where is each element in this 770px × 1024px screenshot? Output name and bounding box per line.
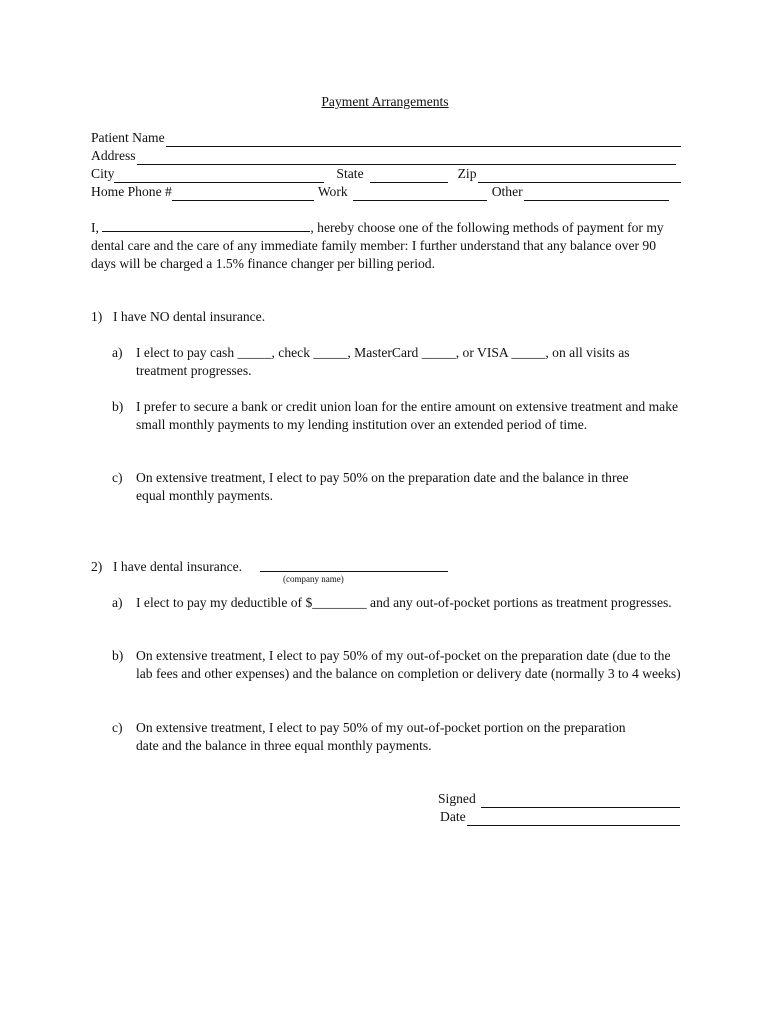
state-field[interactable] xyxy=(370,169,448,183)
state-label: State xyxy=(336,166,364,181)
patient-name-field[interactable] xyxy=(166,133,681,147)
company-name-caption: (company name) xyxy=(283,574,344,584)
section1-item-b-marker: b) xyxy=(112,399,124,414)
section1-item-b: I prefer to secure a bank or credit union loan for the entire amount on extensive treatment and make small monthly payments to my lending institution over an extended period of time. xyxy=(136,399,679,432)
home-phone-field[interactable] xyxy=(172,187,314,201)
signed-row xyxy=(438,790,680,808)
section2-item-a-marker: a) xyxy=(112,595,123,610)
section2-number: 2) xyxy=(91,559,103,574)
patient-name-row xyxy=(91,129,681,147)
zip-label: Zip xyxy=(457,166,477,181)
city-state-zip-row xyxy=(91,165,681,183)
patient-name-label: Patient Name xyxy=(91,130,165,145)
signed-field[interactable] xyxy=(481,794,680,808)
section1-item-a: I elect to pay cash _____, check _____, MasterCard _____, or VISA _____, on all visits as treatment progresses. xyxy=(136,345,630,378)
section2-item-b-marker: b) xyxy=(112,648,124,663)
address-row xyxy=(91,147,676,165)
phone-row xyxy=(91,183,669,201)
section2-item-a: I elect to pay my deductible of $________ and any out-of-pocket portions as treatment progresses. xyxy=(136,595,672,610)
work-label: Work xyxy=(317,184,348,199)
section2-item-c-marker: c) xyxy=(112,720,123,735)
section1-heading: I have NO dental insurance. xyxy=(113,309,266,324)
section1-item-a-marker: a) xyxy=(112,345,123,360)
zip-field[interactable] xyxy=(478,169,682,183)
address-field[interactable] xyxy=(137,151,676,165)
date-field[interactable] xyxy=(467,812,680,826)
intro-prefix: I, xyxy=(91,220,99,235)
signed-label: Signed xyxy=(438,791,476,806)
intro-paragraph xyxy=(91,219,676,273)
page-title: Payment Arrangements xyxy=(321,94,449,109)
city-label: City xyxy=(91,166,115,181)
name-blank-field[interactable] xyxy=(102,219,310,232)
section1-item-c-marker: c) xyxy=(112,470,123,485)
other-field[interactable] xyxy=(524,187,669,201)
city-field[interactable] xyxy=(114,169,324,183)
other-label: Other xyxy=(491,184,523,199)
section1-number: 1) xyxy=(91,309,103,324)
date-label: Date xyxy=(440,809,466,824)
address-label: Address xyxy=(91,148,136,163)
work-field[interactable] xyxy=(353,187,487,201)
date-row xyxy=(440,808,680,826)
section2-heading: I have dental insurance. xyxy=(113,559,243,574)
section2-item-b: On extensive treatment, I elect to pay 50% of my out-of-pocket on the preparation date (due to the lab fees and other expenses) and the balance on completion or delivery date (normally 3 to 4 weeks) xyxy=(136,648,681,681)
section2-item-c: On extensive treatment, I elect to pay 50% of my out-of-pocket portion on the preparation date and the balance in three equal monthly payments. xyxy=(136,720,626,753)
section1-item-c: On extensive treatment, I elect to pay 50% on the preparation date and the balance in three equal monthly payments. xyxy=(136,470,629,503)
intro-text: , hereby choose one of the following methods of payment for my dental care and the care of any immediate family member: I further understand that any balance over 90 days will be charged a 1.5% finance changer per billing period. xyxy=(91,220,664,271)
home-phone-label: Home Phone # xyxy=(91,184,172,199)
